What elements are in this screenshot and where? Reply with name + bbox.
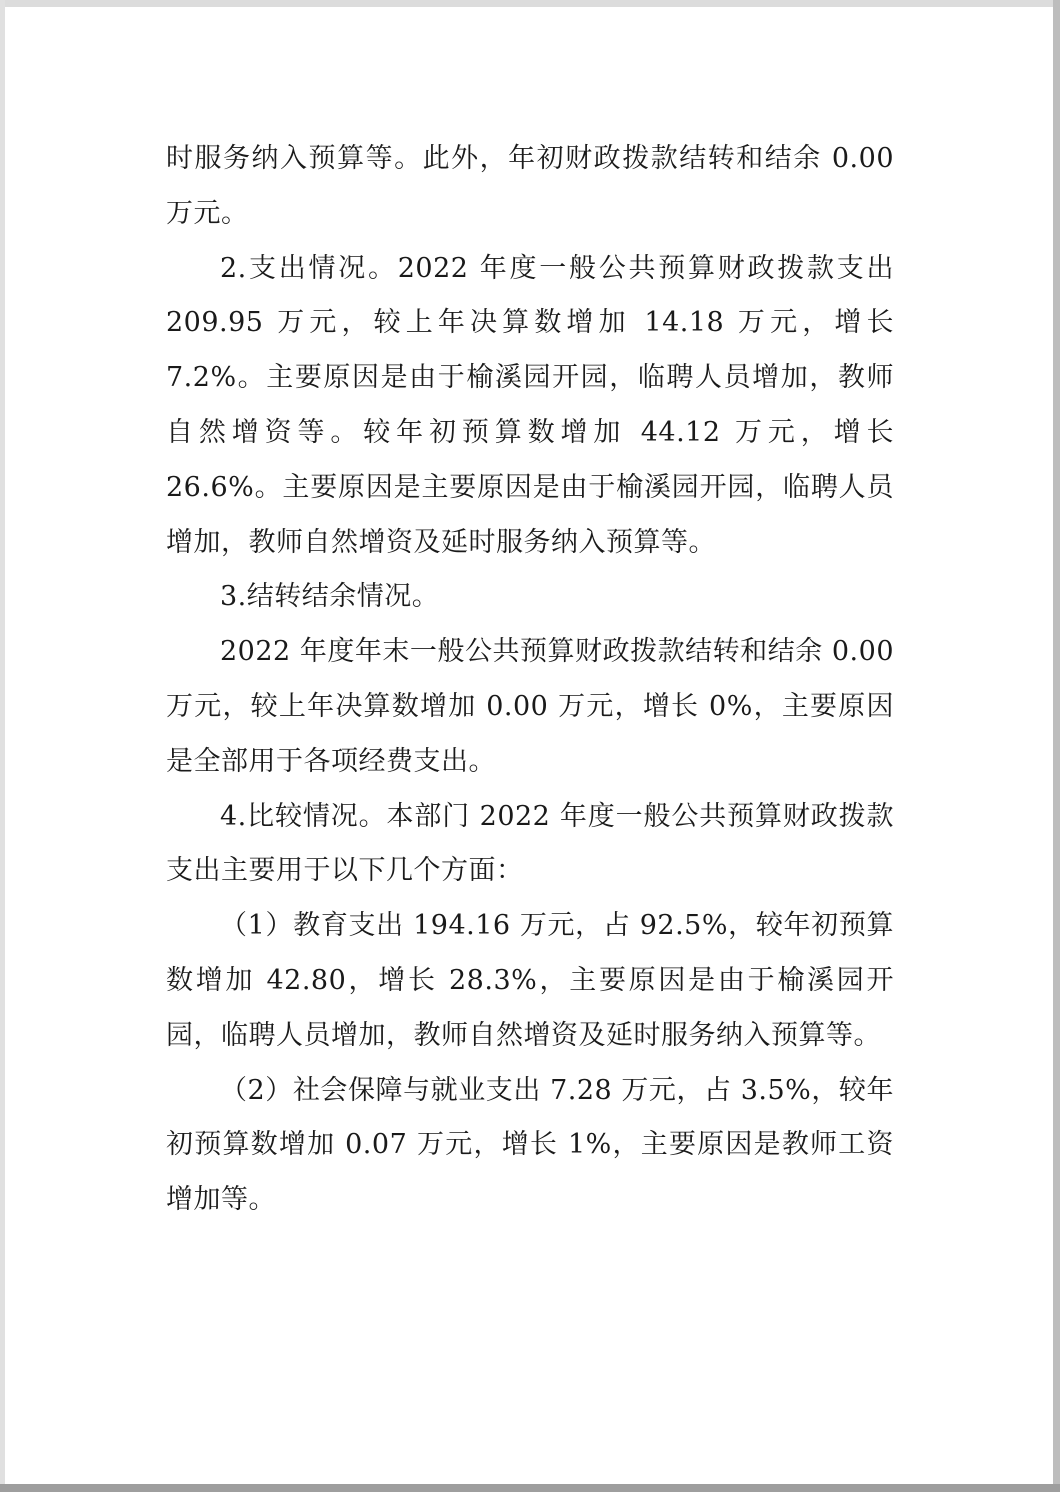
- paragraph-education: （1）教育支出 194.16 万元，占 92.5%，较年初预算数增加 42.80，增长 28.3%，主要原因是由于榆溪园开园，临聘人员增加，教师自然增资及延时服务纳入预算等。: [166, 910, 894, 1051]
- paragraph-carryover: 2022 年度年末一般公共预算财政拨款结转和结余 0.00 万元，较上年决算数增加 0.00 万元，增长 0%，主要原因是全部用于各项经费支出。: [166, 636, 894, 777]
- paragraph-carryover-heading: 3.结转结余情况。: [220, 581, 440, 613]
- paragraph-social-security: （2）社会保障与就业支出 7.28 万元，占 3.5%，较年初预算数增加 0.07 万元，增长 1%，主要原因是教师工资增加等。: [166, 1074, 894, 1216]
- paragraph-continuation: 时服务纳入预算等。此外，年初财政拨款结转和结余 0.00 万元。: [166, 143, 894, 229]
- document-body: [166, 132, 894, 1228]
- page-border-right: [1053, 0, 1060, 1492]
- paragraph-comparison: 4.比较情况。本部门 2022 年度一般公共预算财政拨款支出主要用于以下几个方面：: [166, 800, 894, 887]
- page-border-top: [0, 0, 1060, 7]
- paragraph-expenditure: 2.支出情况。2022 年度一般公共预算财政拨款支出 209.95 万元，较上年决算数增加 14.18 万元，增长 7.2%。主要原因是由于榆溪园开园，临聘人员增加，教师自然增资等。较年初预算数增加 44.12 万元，增长 26.6%。主要原因是主要原因是由于榆溪园开园，临聘人员增加，教师自然增资及延时服务纳入预算等。: [166, 252, 894, 558]
- page-border-left: [0, 0, 5, 1492]
- page-border-bottom: [0, 1484, 1060, 1492]
